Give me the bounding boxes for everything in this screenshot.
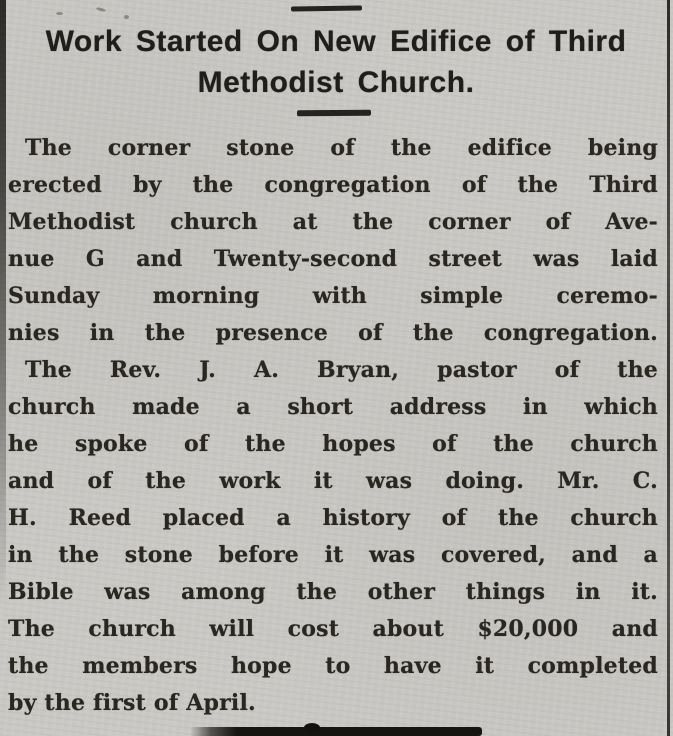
print-noise-speck	[96, 7, 106, 12]
body-line: he spoke of the hopes of the church	[8, 431, 658, 457]
next-article-rule-fragment	[190, 727, 482, 736]
body-line: nies in the presence of the congregation.	[8, 320, 658, 346]
body-line: The corner stone of the edifice being	[25, 135, 658, 161]
body-line: nue G and Twenty-second street was laid	[8, 246, 658, 272]
body-line: erected by the congregation of the Third	[8, 172, 658, 198]
body-line: Sunday morning with simple ceremo-	[8, 283, 658, 309]
body-line: by the first of April.	[8, 690, 256, 716]
body-line: The church will cost about $20,000 and	[8, 616, 658, 642]
body-line: and of the work it was doing. Mr. C.	[8, 468, 658, 494]
headline-divider-rule	[297, 110, 371, 117]
headline-line: Methodist Church.	[197, 66, 475, 99]
body-line: Methodist church at the corner of Ave-	[8, 209, 658, 235]
page-edge-shadow-left	[0, 0, 6, 640]
body-line: the members hope to have it completed	[8, 653, 658, 679]
article-body	[8, 130, 658, 722]
article-headline	[12, 21, 660, 103]
top-divider-rule	[291, 6, 362, 12]
body-line: H. Reed placed a history of the church	[8, 505, 658, 531]
headline-line: Work Started On New Edifice of Third	[45, 25, 627, 58]
column-rule-right	[667, 0, 670, 736]
body-line: Bible was among the other things in it.	[8, 579, 658, 605]
body-line: church made a short address in which	[8, 394, 658, 420]
print-noise-speck	[124, 15, 129, 19]
body-line: in the stone before it was covered, and a	[8, 542, 658, 568]
body-line: The Rev. J. A. Bryan, pastor of the	[25, 357, 658, 383]
print-noise-speck	[56, 12, 63, 15]
ink-blob	[304, 723, 320, 732]
